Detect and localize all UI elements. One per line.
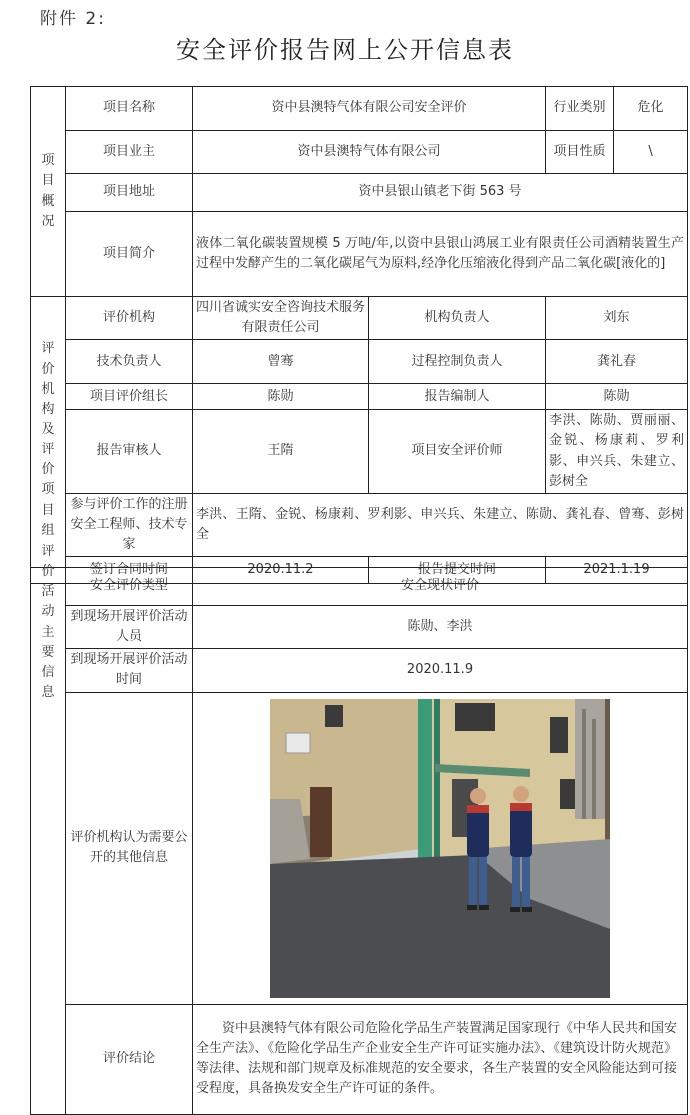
conclusion-label: 评价结论 (66, 1004, 193, 1114)
writer-value: 陈勋 (546, 384, 688, 410)
type-label: 安全评价类型 (66, 568, 193, 606)
other-info-label: 评价机构认为需要公开的其他信息 (66, 692, 193, 1004)
participants-value: 李洪、王隋、金锐、杨康莉、罗利影、申兴兵、朱建立、陈勋、龚礼春、曾骞、彭树全 (193, 493, 688, 556)
head-label: 机构负责人 (369, 297, 546, 340)
onsite-time-value: 2020.11.9 (193, 649, 688, 692)
tech-value: 曾骞 (193, 340, 369, 384)
industry-label: 行业类别 (546, 87, 614, 131)
type-value: 安全现状评价 (193, 568, 688, 606)
submit-label: 报告提交时间 (369, 557, 546, 584)
info-table-activity (30, 544, 688, 1115)
photo-cell (193, 692, 688, 1004)
site-photo (270, 699, 610, 998)
site-photo-illustration (270, 699, 610, 998)
project-name-label: 项目名称 (66, 87, 193, 131)
industry-value: 危化 (614, 87, 688, 131)
submit-value: 2021.1.19 (546, 557, 688, 584)
leader-label: 项目评价组长 (66, 384, 193, 410)
page-title: 安全评价报告网上公开信息表 (176, 36, 514, 64)
owner-value: 资中县澳特气体有限公司 (193, 131, 546, 174)
info-table (30, 86, 688, 584)
org-value: 四川省诚实安全咨询技术服务有限责任公司 (193, 297, 369, 340)
address-label: 项目地址 (66, 174, 193, 212)
leader-value: 陈勋 (193, 384, 369, 410)
contract-value: 2020.11.2 (193, 557, 369, 584)
process-label: 过程控制负责人 (369, 340, 546, 384)
process-value: 龚礼春 (546, 340, 688, 384)
head-value: 刘东 (546, 297, 688, 340)
onsite-time-label: 到现场开展评价活动时间 (66, 649, 193, 692)
section-overview: 项目概况 (31, 87, 66, 297)
writer-label: 报告编制人 (369, 384, 546, 410)
onsite-people-value: 陈勋、李洪 (193, 606, 688, 649)
intro-label: 项目简介 (66, 212, 193, 297)
address-value: 资中县银山镇老下街 563 号 (193, 174, 688, 212)
reviewer-label: 报告审核人 (66, 410, 193, 494)
participants-label: 参与评价工作的注册安全工程师、技术专家 (66, 493, 193, 556)
attachment-label: 附件 2: (40, 9, 106, 29)
safety-eng-label: 项目安全评价师 (369, 410, 546, 494)
intro-value: 液体二氧化碳装置规模 5 万吨/年,以资中县银山鸿展工业有限责任公司酒精装置生产过程中发酵产生的二氧化碳尾气为原料,经净化压缩液化得到产品二氧化碳[液化的] (193, 212, 688, 297)
reviewer-value: 王隋 (193, 410, 369, 494)
section-activity: 评价活动主要信息 (31, 568, 66, 1115)
org-label: 评价机构 (66, 297, 193, 340)
project-name-value: 资中县澳特气体有限公司安全评价 (193, 87, 546, 131)
safety-eng-value: 李洪、陈勋、贾丽丽、金锐、杨康莉、罗利影、申兴兵、朱建立、彭树全 (546, 410, 688, 494)
onsite-people-label: 到现场开展评价活动人员 (66, 606, 193, 649)
owner-label: 项目业主 (66, 131, 193, 174)
section-agency: 评价机构及评价项目组 (31, 297, 66, 584)
tech-label: 技术负责人 (66, 340, 193, 384)
conclusion-value: 资中县澳特气体有限公司危险化学品生产装置满足国家现行《中华人民共和国安全生产法》、《危险化学品生产企业安全生产许可证实施办法》、《建筑设计防火规范》等法律、法规和部门规章及标准规范的安全要求，各生产装置的安全风险能达到可接受程度，具备换发安全生产许可证的条件。 (193, 1004, 688, 1114)
contract-label: 签订合同时间 (66, 557, 193, 584)
nature-value: \ (614, 131, 688, 174)
nature-label: 项目性质 (546, 131, 614, 174)
